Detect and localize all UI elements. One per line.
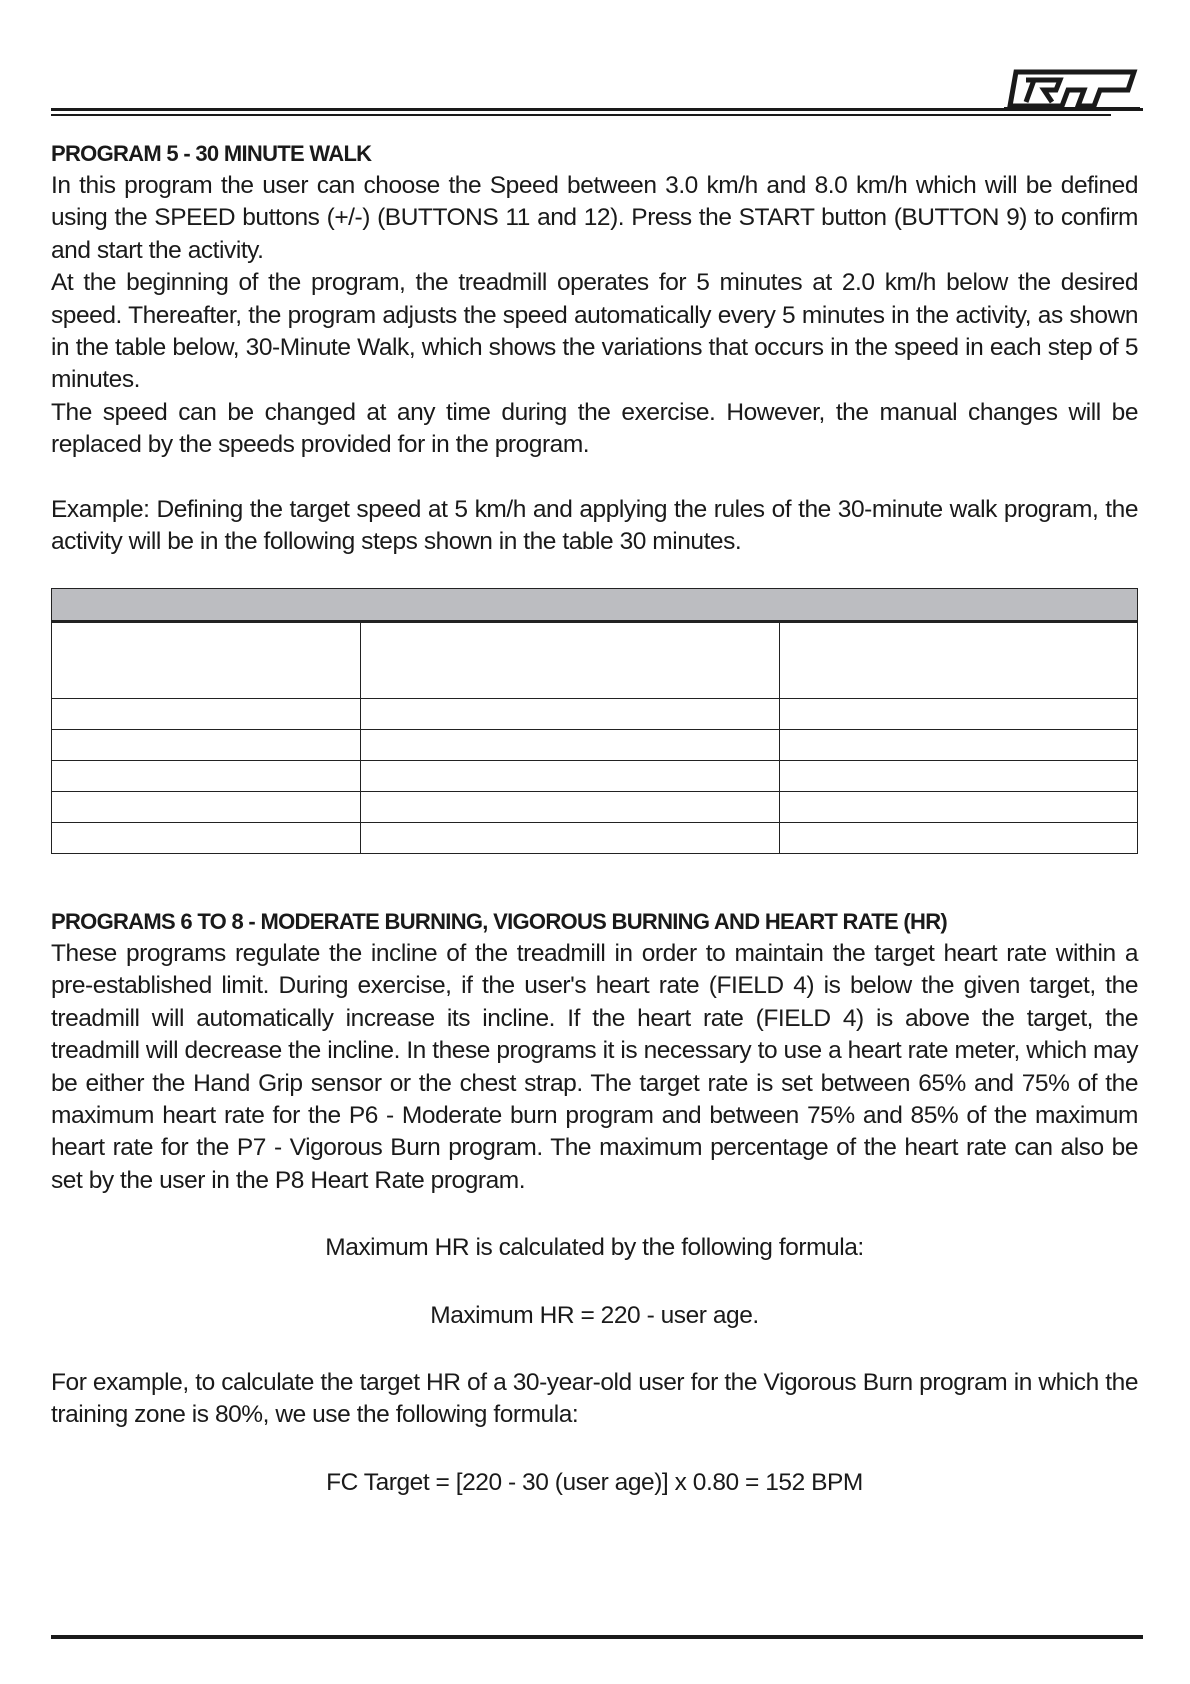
example-paragraph: For example, to calculate the target HR of a 30-year-old user for the Vigorous Burn program in which the training zone is 80%, we use the following formula: bbox=[51, 1369, 1138, 1429]
section-heading: PROGRAM 5 - 30 MINUTE WALK bbox=[51, 141, 372, 166]
formula-intro: Maximum HR is calculated by the following formula: bbox=[325, 1234, 864, 1262]
paragraph: The speed can be changed at any time during the exercise. However, the manual changes will be replaced by the speeds provided for in the program. bbox=[51, 398, 1138, 459]
footer-rule bbox=[51, 1635, 1143, 1639]
table-row bbox=[52, 699, 1138, 730]
section-programs-6-8 bbox=[51, 906, 1138, 1499]
table-row bbox=[52, 761, 1138, 792]
header-rule-secondary bbox=[51, 114, 1111, 116]
paragraph: In this program the user can choose the Speed between 3.0 km/h and 8.0 km/h which will be defined using the SPEED buttons (+/-) (BUTTONS 11 and 12). Press the START button (BUTTON 9) to confirm and start the activity. bbox=[51, 172, 1138, 264]
walk-speed-table bbox=[51, 588, 1138, 854]
target-hr-formula: FC Target = [220 - 30 (user age)] x 0.80 = 152 BPM bbox=[326, 1468, 863, 1496]
table-row bbox=[52, 823, 1138, 854]
section-heading: PROGRAMS 6 TO 8 - MODERATE BURNING, VIGOROUS BURNING AND HEART RATE (HR) bbox=[51, 909, 948, 934]
paragraph: These programs regulate the incline of the treadmill in order to maintain the target heart rate within a pre-established limit. During exercise, if the user's heart rate (FIELD 4) is below the given target, the treadmill will automatically increase its incline. If the heart rate (FIELD 4) is above the target, the treadmill will decrease the incline. In these programs it is necessary to use a heart rate meter, which may be either the Hand Grip sensor or the chest strap. The target rate is set between 65% and 75% of the maximum heart rate for the P6 - Moderate burn program and between 75% and 85% of the maximum heart rate for the P7 - Vigorous Burn program. The maximum percentage of the heart rate can also be set by the user in the P8 Heart Rate program. bbox=[51, 940, 1138, 1194]
paragraph: At the beginning of the program, the treadmill operates for 5 minutes at 2.0 km/h below the desired speed. Thereafter, the program adjusts the speed automatically every 5 minutes in the activity, as shown in the table below, 30-Minute Walk, which shows the variations that occurs in the speed in each step of 5 minutes. bbox=[51, 269, 1138, 394]
table-row bbox=[52, 792, 1138, 823]
header-rule bbox=[51, 108, 1143, 111]
max-hr-formula: Maximum HR = 220 - user age. bbox=[430, 1301, 759, 1329]
example-paragraph: Example: Defining the target speed at 5 km/h and applying the rules of the 30-minute walk program, the activity will be in the following steps shown in the table 30 minutes. bbox=[51, 495, 1138, 556]
table-header bbox=[52, 589, 1138, 622]
section-program-5 bbox=[51, 138, 1138, 558]
table-row bbox=[52, 730, 1138, 761]
table-row bbox=[52, 622, 1138, 699]
rt-logo bbox=[1004, 68, 1140, 110]
